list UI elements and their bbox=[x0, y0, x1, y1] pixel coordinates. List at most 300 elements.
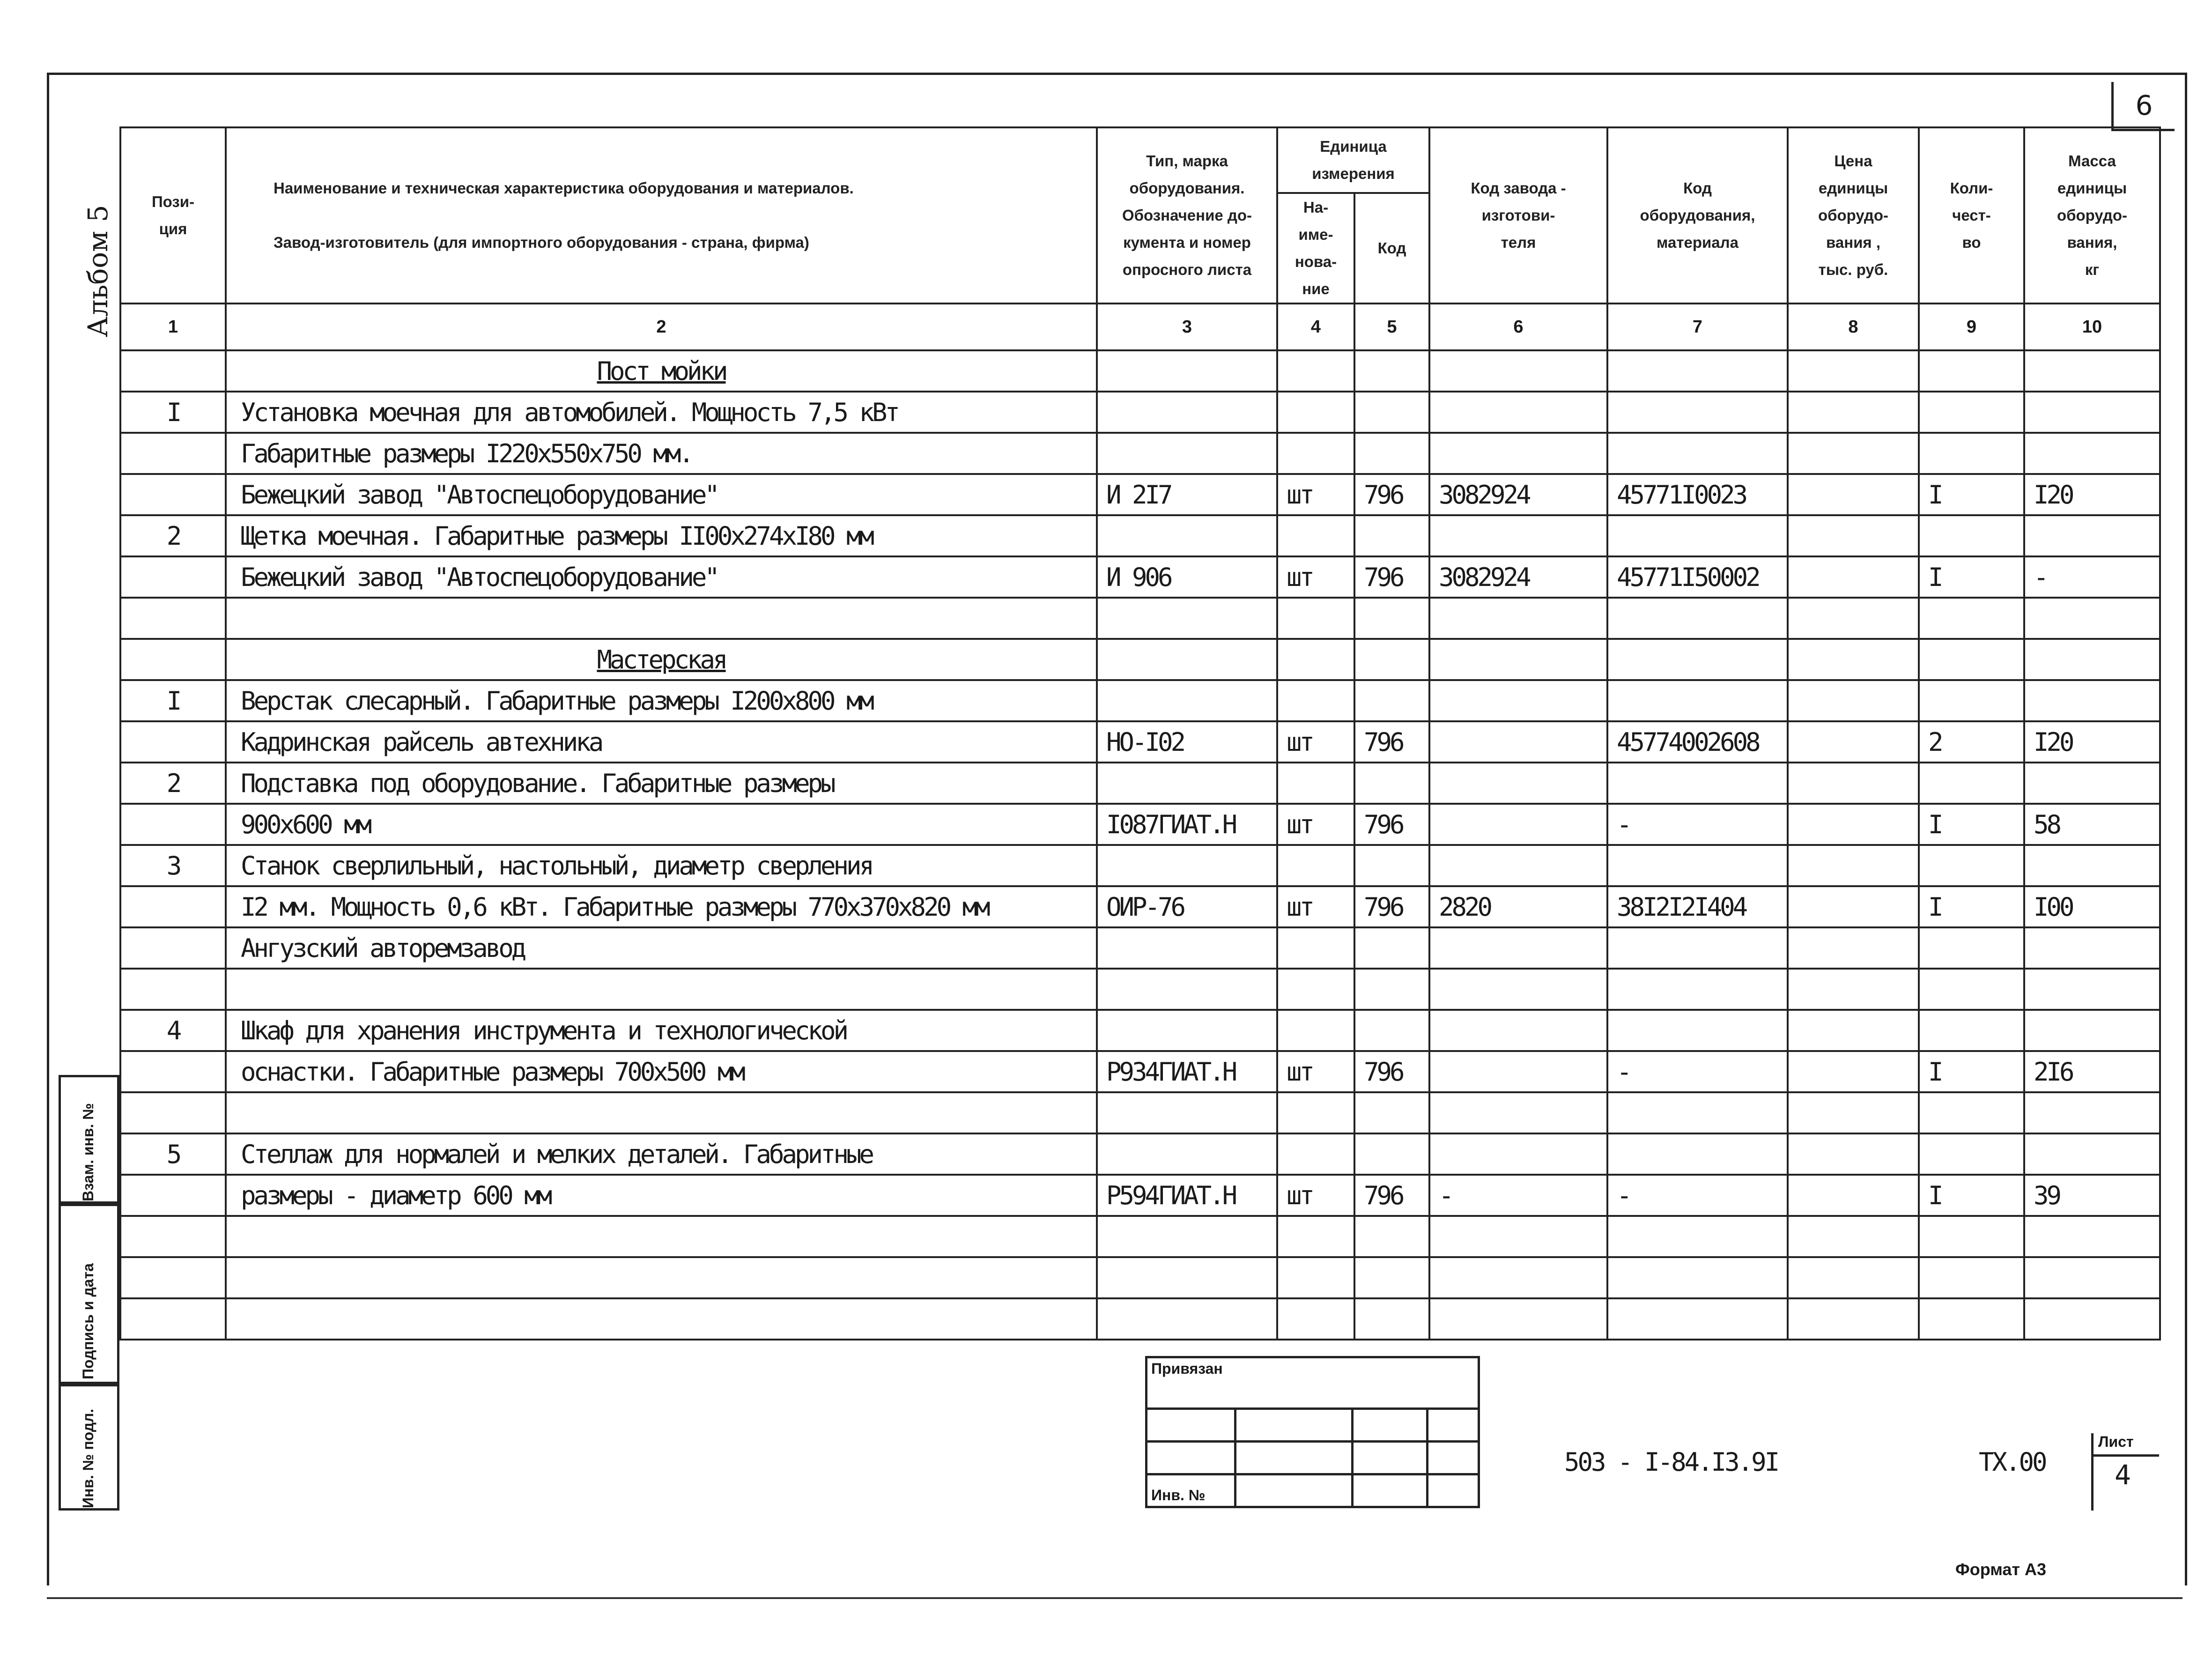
cell-pos: 2 bbox=[120, 763, 226, 804]
cell-unit bbox=[1277, 598, 1354, 639]
cell-price bbox=[1788, 556, 1919, 598]
header-quantity: Коли- чест- во bbox=[1919, 127, 2024, 304]
cell-pos: 5 bbox=[120, 1133, 226, 1175]
cell-name: Бежецкий завод "Автоспецоборудование" bbox=[226, 556, 1097, 598]
table-row bbox=[120, 433, 2160, 474]
cell-price bbox=[1788, 1298, 1919, 1340]
cell-code bbox=[1354, 1133, 1429, 1175]
cell-factory: 3082924 bbox=[1429, 556, 1607, 598]
header-mass: Масса единицы оборудо- вания, кг bbox=[2024, 127, 2160, 304]
cell-price bbox=[1788, 845, 1919, 886]
cell-type: НО-I02 bbox=[1097, 721, 1277, 763]
cell-pos bbox=[120, 350, 226, 392]
column-number: 9 bbox=[1919, 304, 2024, 350]
cell-pos bbox=[120, 927, 226, 969]
table-row bbox=[120, 1092, 2160, 1133]
cell-code bbox=[1354, 927, 1429, 969]
table-row bbox=[120, 1051, 2160, 1092]
table-row bbox=[120, 886, 2160, 927]
cell-qty bbox=[1919, 1133, 2024, 1175]
cell-mass bbox=[2024, 515, 2160, 556]
table-row bbox=[120, 515, 2160, 556]
cell-pos bbox=[120, 969, 226, 1010]
cell-mass: - bbox=[2024, 556, 2160, 598]
cell-equip bbox=[1607, 927, 1788, 969]
cell-factory bbox=[1429, 350, 1607, 392]
cell-mass: 2I6 bbox=[2024, 1051, 2160, 1092]
cell-name: оснастки. Габаритные размеры 700x500 мм bbox=[226, 1051, 1097, 1092]
table-row bbox=[120, 1175, 2160, 1216]
cell-price bbox=[1788, 927, 1919, 969]
cell-price bbox=[1788, 474, 1919, 515]
cell-code bbox=[1354, 845, 1429, 886]
header-name: Наименование и техническая характеристика оборудования и материалов. Завод-изготовитель (для импортного оборудования - страна, фирма) bbox=[226, 127, 1097, 304]
table-row bbox=[120, 1010, 2160, 1051]
table-row bbox=[120, 598, 2160, 639]
cell-unit bbox=[1277, 639, 1354, 680]
cell-name: Установка моечная для автомобилей. Мощность 7,5 кВт bbox=[226, 392, 1097, 433]
cell-mass bbox=[2024, 1298, 2160, 1340]
cell-pos: I bbox=[120, 392, 226, 433]
cell-type bbox=[1097, 639, 1277, 680]
cell-mass bbox=[2024, 763, 2160, 804]
cell-name: Станок сверлильный, настольный, диаметр сверления bbox=[226, 845, 1097, 886]
cell-mass bbox=[2024, 392, 2160, 433]
cell-equip: - bbox=[1607, 1175, 1788, 1216]
table-row bbox=[120, 969, 2160, 1010]
cell-type: ОИР-76 bbox=[1097, 886, 1277, 927]
document-code: 503 - I-84.I3.9I bbox=[1564, 1447, 1778, 1477]
cell-mass bbox=[2024, 845, 2160, 886]
stamp-privyazan: Привязан bbox=[1147, 1357, 1479, 1409]
cell-factory: 3082924 bbox=[1429, 474, 1607, 515]
column-number: 6 bbox=[1429, 304, 1607, 350]
cell-name: Кадринская райсель автехника bbox=[226, 721, 1097, 763]
cell-code: 796 bbox=[1354, 886, 1429, 927]
cell-equip bbox=[1607, 1092, 1788, 1133]
cell-type bbox=[1097, 763, 1277, 804]
cell-code bbox=[1354, 1092, 1429, 1133]
cell-unit: шт bbox=[1277, 721, 1354, 763]
cell-pos bbox=[120, 886, 226, 927]
cell-unit bbox=[1277, 515, 1354, 556]
cell-pos bbox=[120, 1175, 226, 1216]
cell-type: Р934ГИАТ.Н bbox=[1097, 1051, 1277, 1092]
cell-pos bbox=[120, 1092, 226, 1133]
cell-type bbox=[1097, 598, 1277, 639]
cell-type bbox=[1097, 845, 1277, 886]
cell-pos bbox=[120, 433, 226, 474]
cell-name bbox=[226, 969, 1097, 1010]
cell-name: Мастерская bbox=[226, 639, 1097, 680]
cell-unit: шт bbox=[1277, 804, 1354, 845]
cell-mass bbox=[2024, 1010, 2160, 1051]
cell-name bbox=[226, 1216, 1097, 1257]
cell-type: И 906 bbox=[1097, 556, 1277, 598]
cell-code bbox=[1354, 350, 1429, 392]
cell-factory bbox=[1429, 1257, 1607, 1298]
cell-type: Р594ГИАТ.Н bbox=[1097, 1175, 1277, 1216]
cell-qty: I bbox=[1919, 474, 2024, 515]
cell-pos bbox=[120, 1051, 226, 1092]
cell-pos: I bbox=[120, 680, 226, 721]
cell-code bbox=[1354, 763, 1429, 804]
column-number: 3 bbox=[1097, 304, 1277, 350]
cell-qty bbox=[1919, 1298, 2024, 1340]
cell-factory bbox=[1429, 721, 1607, 763]
cell-qty: I bbox=[1919, 1175, 2024, 1216]
cell-name bbox=[226, 1257, 1097, 1298]
album-label: Альбом 5 bbox=[82, 205, 114, 337]
cell-pos bbox=[120, 721, 226, 763]
cell-code: 796 bbox=[1354, 474, 1429, 515]
cell-name: I2 мм. Мощность 0,6 кВт. Габаритные размеры 770x370x820 мм bbox=[226, 886, 1097, 927]
cell-factory bbox=[1429, 845, 1607, 886]
cell-unit: шт bbox=[1277, 886, 1354, 927]
cell-code bbox=[1354, 680, 1429, 721]
column-number: 1 bbox=[120, 304, 226, 350]
column-number: 5 bbox=[1354, 304, 1429, 350]
cell-unit bbox=[1277, 680, 1354, 721]
document-mark: ТХ.00 bbox=[1979, 1447, 2046, 1477]
cell-qty bbox=[1919, 350, 2024, 392]
cell-type bbox=[1097, 1092, 1277, 1133]
cell-pos bbox=[120, 556, 226, 598]
cell-mass: I00 bbox=[2024, 886, 2160, 927]
header-unit-group: Единица измерения bbox=[1277, 127, 1429, 193]
cell-mass bbox=[2024, 350, 2160, 392]
cell-equip: - bbox=[1607, 1051, 1788, 1092]
table-row bbox=[120, 845, 2160, 886]
cell-price bbox=[1788, 886, 1919, 927]
cell-qty bbox=[1919, 1010, 2024, 1051]
cell-equip bbox=[1607, 969, 1788, 1010]
cell-code bbox=[1354, 392, 1429, 433]
cell-price bbox=[1788, 392, 1919, 433]
cell-name: Шкаф для хранения инструмента и технологической bbox=[226, 1010, 1097, 1051]
cell-unit bbox=[1277, 1010, 1354, 1051]
cell-mass bbox=[2024, 927, 2160, 969]
cell-type: I087ГИАТ.Н bbox=[1097, 804, 1277, 845]
column-number: 7 bbox=[1607, 304, 1788, 350]
header-equipment-code: Код оборудования, материала bbox=[1607, 127, 1788, 304]
cell-unit: шт bbox=[1277, 556, 1354, 598]
cell-price bbox=[1788, 350, 1919, 392]
cell-pos bbox=[120, 598, 226, 639]
cell-name: 900x600 мм bbox=[226, 804, 1097, 845]
header-position: Пози- ция bbox=[120, 127, 226, 304]
cell-unit bbox=[1277, 350, 1354, 392]
table-row bbox=[120, 350, 2160, 392]
cell-price bbox=[1788, 721, 1919, 763]
cell-equip: 45771I0023 bbox=[1607, 474, 1788, 515]
cell-price bbox=[1788, 1216, 1919, 1257]
cell-factory bbox=[1429, 515, 1607, 556]
cell-equip bbox=[1607, 845, 1788, 886]
sheet-number: 4 bbox=[2115, 1459, 2131, 1491]
cell-type bbox=[1097, 392, 1277, 433]
header-unit-name: На- име- нова- ние bbox=[1277, 193, 1354, 304]
table-row bbox=[120, 1298, 2160, 1340]
cell-qty bbox=[1919, 763, 2024, 804]
cell-equip: 45771I50002 bbox=[1607, 556, 1788, 598]
cell-unit: шт bbox=[1277, 1175, 1354, 1216]
cell-qty: I bbox=[1919, 886, 2024, 927]
cell-unit bbox=[1277, 1092, 1354, 1133]
cell-mass: I20 bbox=[2024, 474, 2160, 515]
sheet-label: Лист bbox=[2098, 1433, 2134, 1450]
cell-price bbox=[1788, 969, 1919, 1010]
cell-factory bbox=[1429, 1133, 1607, 1175]
cell-equip bbox=[1607, 1010, 1788, 1051]
cell-unit bbox=[1277, 927, 1354, 969]
cell-qty: I bbox=[1919, 804, 2024, 845]
format-label: Формат А3 bbox=[1955, 1560, 2047, 1579]
sheet-box-divider bbox=[2091, 1454, 2159, 1457]
cell-code bbox=[1354, 639, 1429, 680]
cell-name: Габаритные размеры I220x550x750 мм. bbox=[226, 433, 1097, 474]
cell-pos: 2 bbox=[120, 515, 226, 556]
cell-pos bbox=[120, 1257, 226, 1298]
cell-factory bbox=[1429, 927, 1607, 969]
header-unit-code: Код bbox=[1354, 193, 1429, 304]
cell-factory bbox=[1429, 433, 1607, 474]
cell-qty: 2 bbox=[1919, 721, 2024, 763]
cell-mass bbox=[2024, 639, 2160, 680]
binding-stamp bbox=[1145, 1356, 1480, 1508]
cell-name: Пост мойки bbox=[226, 350, 1097, 392]
cell-qty bbox=[1919, 392, 2024, 433]
cell-price bbox=[1788, 804, 1919, 845]
cell-code bbox=[1354, 515, 1429, 556]
cell-qty bbox=[1919, 680, 2024, 721]
side-stamp-inv: Инв. № подл. bbox=[59, 1384, 119, 1511]
cell-pos bbox=[120, 1298, 226, 1340]
cell-equip bbox=[1607, 763, 1788, 804]
cell-price bbox=[1788, 1051, 1919, 1092]
cell-qty bbox=[1919, 598, 2024, 639]
column-number: 4 bbox=[1277, 304, 1354, 350]
table-row bbox=[120, 721, 2160, 763]
cell-unit bbox=[1277, 1257, 1354, 1298]
cell-equip bbox=[1607, 1298, 1788, 1340]
cell-mass bbox=[2024, 680, 2160, 721]
cell-qty: I bbox=[1919, 556, 2024, 598]
cell-type bbox=[1097, 680, 1277, 721]
cell-price bbox=[1788, 1257, 1919, 1298]
cell-qty bbox=[1919, 969, 2024, 1010]
cell-equip bbox=[1607, 680, 1788, 721]
cell-qty bbox=[1919, 845, 2024, 886]
cell-unit: шт bbox=[1277, 474, 1354, 515]
cell-name: Бежецкий завод "Автоспецоборудование" bbox=[226, 474, 1097, 515]
cell-price bbox=[1788, 1010, 1919, 1051]
cell-unit bbox=[1277, 845, 1354, 886]
cell-factory bbox=[1429, 680, 1607, 721]
cell-qty bbox=[1919, 515, 2024, 556]
cell-pos: 3 bbox=[120, 845, 226, 886]
cell-qty: I bbox=[1919, 1051, 2024, 1092]
cell-unit bbox=[1277, 1216, 1354, 1257]
cell-equip bbox=[1607, 433, 1788, 474]
cell-code: 796 bbox=[1354, 1051, 1429, 1092]
cell-code: 796 bbox=[1354, 721, 1429, 763]
cell-type bbox=[1097, 1298, 1277, 1340]
cell-qty bbox=[1919, 639, 2024, 680]
cell-factory bbox=[1429, 1298, 1607, 1340]
cell-name bbox=[226, 1092, 1097, 1133]
cell-type bbox=[1097, 350, 1277, 392]
cell-unit bbox=[1277, 969, 1354, 1010]
cell-mass: 58 bbox=[2024, 804, 2160, 845]
cell-factory bbox=[1429, 969, 1607, 1010]
cell-equip: 38I2I2I404 bbox=[1607, 886, 1788, 927]
cell-equip bbox=[1607, 350, 1788, 392]
cell-unit bbox=[1277, 763, 1354, 804]
table-row bbox=[120, 1133, 2160, 1175]
cell-factory bbox=[1429, 392, 1607, 433]
cell-factory: - bbox=[1429, 1175, 1607, 1216]
side-stamp-podpis: Подпись и дата bbox=[59, 1204, 119, 1384]
cell-factory bbox=[1429, 804, 1607, 845]
cell-code bbox=[1354, 969, 1429, 1010]
table-row bbox=[120, 392, 2160, 433]
cell-type bbox=[1097, 515, 1277, 556]
cell-unit: шт bbox=[1277, 1051, 1354, 1092]
column-number: 8 bbox=[1788, 304, 1919, 350]
cell-factory bbox=[1429, 1216, 1607, 1257]
header-factory-code: Код завода - изготови- теля bbox=[1429, 127, 1607, 304]
cell-code: 796 bbox=[1354, 1175, 1429, 1216]
cell-type bbox=[1097, 969, 1277, 1010]
cell-unit bbox=[1277, 433, 1354, 474]
cell-type: И 2I7 bbox=[1097, 474, 1277, 515]
table-row bbox=[120, 927, 2160, 969]
cell-name bbox=[226, 598, 1097, 639]
cell-factory bbox=[1429, 1051, 1607, 1092]
cell-price bbox=[1788, 639, 1919, 680]
stamp-inv: Инв. № bbox=[1147, 1474, 1235, 1507]
cell-code: 796 bbox=[1354, 556, 1429, 598]
cell-qty bbox=[1919, 433, 2024, 474]
table-row bbox=[120, 804, 2160, 845]
cell-pos bbox=[120, 1216, 226, 1257]
cell-equip bbox=[1607, 1216, 1788, 1257]
cell-type bbox=[1097, 927, 1277, 969]
cell-price bbox=[1788, 515, 1919, 556]
cell-price bbox=[1788, 598, 1919, 639]
cell-mass: I20 bbox=[2024, 721, 2160, 763]
cell-price bbox=[1788, 1092, 1919, 1133]
side-stamp-vzam: Взам. инв. № bbox=[59, 1075, 119, 1204]
cell-name: Щетка моечная. Габаритные размеры II00x274xI80 мм bbox=[226, 515, 1097, 556]
cell-type bbox=[1097, 1216, 1277, 1257]
cell-equip bbox=[1607, 1133, 1788, 1175]
cell-pos: 4 bbox=[120, 1010, 226, 1051]
cell-code: 796 bbox=[1354, 804, 1429, 845]
specification-table bbox=[119, 126, 2161, 1341]
cell-factory: 2820 bbox=[1429, 886, 1607, 927]
trim-line bbox=[47, 1597, 2182, 1599]
cell-price bbox=[1788, 680, 1919, 721]
cell-unit bbox=[1277, 392, 1354, 433]
cell-qty bbox=[1919, 1216, 2024, 1257]
cell-equip bbox=[1607, 392, 1788, 433]
cell-name: Стеллаж для нормалей и мелких деталей. Габаритные bbox=[226, 1133, 1097, 1175]
cell-mass bbox=[2024, 1092, 2160, 1133]
column-number: 10 bbox=[2024, 304, 2160, 350]
cell-mass bbox=[2024, 1257, 2160, 1298]
cell-factory bbox=[1429, 598, 1607, 639]
table-row bbox=[120, 1257, 2160, 1298]
cell-factory bbox=[1429, 639, 1607, 680]
cell-code bbox=[1354, 598, 1429, 639]
cell-qty bbox=[1919, 1257, 2024, 1298]
cell-code bbox=[1354, 1257, 1429, 1298]
cell-factory bbox=[1429, 1092, 1607, 1133]
cell-mass bbox=[2024, 1133, 2160, 1175]
cell-code bbox=[1354, 1216, 1429, 1257]
cell-name: Верстак слесарный. Габаритные размеры I200x800 мм bbox=[226, 680, 1097, 721]
table-row bbox=[120, 680, 2160, 721]
top-sheet-number: 6 bbox=[2111, 82, 2175, 131]
cell-equip bbox=[1607, 598, 1788, 639]
table-row bbox=[120, 763, 2160, 804]
cell-equip: 45774002608 bbox=[1607, 721, 1788, 763]
cell-name bbox=[226, 1298, 1097, 1340]
cell-price bbox=[1788, 1133, 1919, 1175]
cell-factory bbox=[1429, 1010, 1607, 1051]
cell-pos bbox=[120, 474, 226, 515]
cell-pos bbox=[120, 804, 226, 845]
cell-price bbox=[1788, 433, 1919, 474]
cell-equip: - bbox=[1607, 804, 1788, 845]
cell-pos bbox=[120, 639, 226, 680]
header-type: Тип, марка оборудования. Обозначение до- кумента и номер опросного листа bbox=[1097, 127, 1277, 304]
cell-unit bbox=[1277, 1298, 1354, 1340]
cell-code bbox=[1354, 1010, 1429, 1051]
cell-equip bbox=[1607, 639, 1788, 680]
cell-qty bbox=[1919, 1092, 2024, 1133]
cell-equip bbox=[1607, 515, 1788, 556]
cell-price bbox=[1788, 763, 1919, 804]
column-number: 2 bbox=[226, 304, 1097, 350]
cell-factory bbox=[1429, 763, 1607, 804]
cell-mass: 39 bbox=[2024, 1175, 2160, 1216]
cell-name: Ангузский авторемзавод bbox=[226, 927, 1097, 969]
table-row bbox=[120, 474, 2160, 515]
cell-code bbox=[1354, 433, 1429, 474]
cell-unit bbox=[1277, 1133, 1354, 1175]
cell-name: Подставка под оборудование. Габаритные размеры bbox=[226, 763, 1097, 804]
cell-price bbox=[1788, 1175, 1919, 1216]
cell-equip bbox=[1607, 1257, 1788, 1298]
cell-mass bbox=[2024, 598, 2160, 639]
cell-mass bbox=[2024, 433, 2160, 474]
cell-mass bbox=[2024, 1216, 2160, 1257]
cell-type bbox=[1097, 433, 1277, 474]
table-row bbox=[120, 1216, 2160, 1257]
cell-qty bbox=[1919, 927, 2024, 969]
cell-mass bbox=[2024, 969, 2160, 1010]
table-row bbox=[120, 639, 2160, 680]
cell-type bbox=[1097, 1133, 1277, 1175]
table-row bbox=[120, 556, 2160, 598]
cell-code bbox=[1354, 1298, 1429, 1340]
cell-type bbox=[1097, 1010, 1277, 1051]
cell-name: размеры - диаметр 600 мм bbox=[226, 1175, 1097, 1216]
cell-type bbox=[1097, 1257, 1277, 1298]
